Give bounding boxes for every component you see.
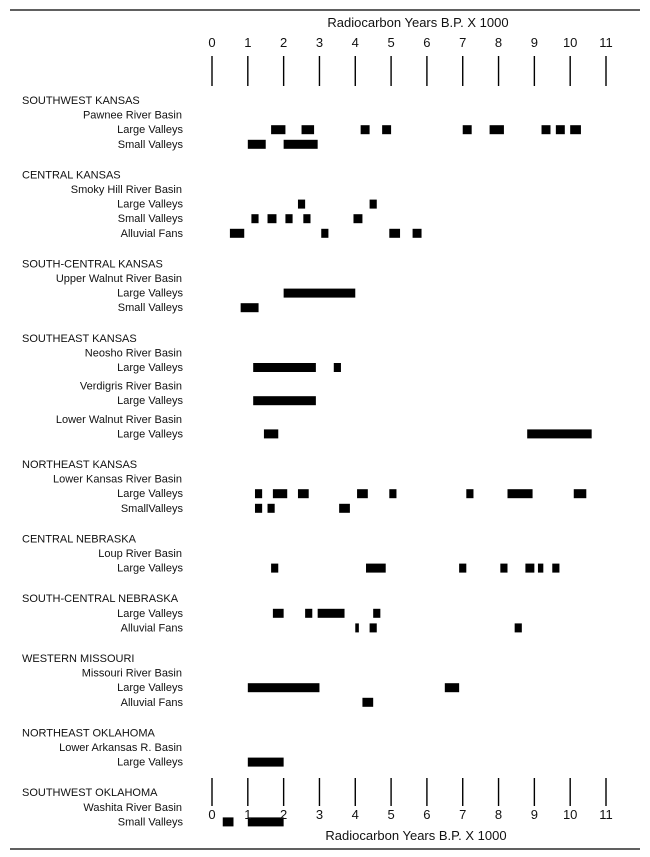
date-bar: [445, 683, 459, 692]
basin-label: Verdigris River Basin: [79, 380, 182, 393]
top-tick-label-4: 4: [351, 35, 359, 50]
top-tick-label-11: 11: [599, 35, 613, 50]
date-bar: [255, 504, 262, 513]
date-bar: [570, 125, 581, 134]
region-group: [22, 459, 586, 515]
top-tick-label-1: 1: [244, 35, 252, 50]
region-label: CENTRAL KANSAS: [22, 169, 121, 182]
date-bar: [382, 125, 391, 134]
date-bar: [248, 817, 284, 826]
date-bar: [362, 698, 373, 707]
date-bar: [284, 140, 318, 149]
date-bar: [298, 489, 309, 498]
date-bar: [253, 363, 316, 372]
bottom-tick-label-3: 3: [315, 807, 324, 822]
region-label: SOUTHEAST KANSAS: [22, 332, 137, 345]
date-bar: [251, 214, 258, 223]
date-bar: [574, 489, 587, 498]
row-label: Large Valleys: [117, 395, 183, 408]
region-label: SOUTHWEST OKLAHOMA: [22, 787, 158, 800]
row-label: Large Valleys: [117, 607, 183, 620]
top-tick-label-6: 6: [423, 35, 431, 50]
date-bar: [538, 564, 543, 573]
date-bar: [389, 229, 400, 238]
date-bar: [366, 564, 386, 573]
date-bar: [273, 489, 287, 498]
date-bar: [284, 289, 356, 298]
date-bar: [285, 214, 292, 223]
top-tick-label-9: 9: [530, 35, 538, 50]
region-group: [22, 533, 559, 574]
row-label: Large Valleys: [117, 287, 183, 300]
row-label: Large Valleys: [117, 124, 183, 137]
row-label: Large Valleys: [117, 362, 183, 374]
date-bar: [334, 363, 341, 372]
basin-label: Upper Walnut River Basin: [55, 273, 182, 285]
basin-label: Lower Kansas River Basin: [52, 473, 182, 486]
row-label: Large Valleys: [117, 198, 183, 211]
top-tick-label-5: 5: [387, 35, 395, 50]
row-label: Large Valleys: [117, 488, 183, 501]
date-bar: [271, 564, 278, 573]
basin-label: Smoky Hill River Basin: [70, 184, 182, 196]
date-bar: [525, 564, 534, 573]
date-bar: [552, 564, 559, 573]
date-bar: [527, 429, 591, 438]
date-bar: [271, 125, 285, 134]
date-bar: [230, 229, 244, 238]
region-group: [22, 95, 581, 151]
bottom-tick-label-5: 5: [387, 807, 395, 822]
row-label: Alluvial Fans: [120, 696, 183, 709]
top-tick-label-10: 10: [562, 35, 578, 50]
date-bar: [353, 214, 362, 223]
date-bar: [556, 125, 565, 134]
top-tick-label-2: 2: [280, 35, 288, 50]
bottom-tick-label-7: 7: [459, 807, 467, 822]
date-bar: [413, 229, 422, 238]
date-bar: [223, 817, 234, 826]
row-label: Small Valleys: [117, 138, 183, 151]
date-bar: [373, 609, 380, 618]
basin-label: Neosho River Basin: [84, 347, 182, 360]
date-bar: [459, 564, 466, 573]
region-group: [22, 593, 522, 634]
date-bar: [268, 214, 277, 223]
bottom-tick-label-1: 1: [244, 807, 252, 822]
date-bar: [273, 609, 284, 618]
bottom-tick-label-8: 8: [494, 807, 503, 822]
date-bar: [490, 125, 504, 134]
date-bar: [321, 229, 328, 238]
date-bar: [302, 125, 315, 134]
row-label: Small Valleys: [117, 816, 183, 829]
bottom-axis-title: Radiocarbon Years B.P. X 1000: [325, 828, 507, 843]
date-bar: [515, 623, 522, 632]
region-group: [22, 727, 284, 768]
date-bar: [361, 125, 370, 134]
date-bar: [303, 214, 310, 223]
date-bar: [355, 623, 359, 632]
region-label: SOUTH-CENTRAL NEBRASKA: [22, 593, 179, 606]
basin-label: Lower Arkansas R. Basin: [59, 742, 182, 754]
basin-label: Loup River Basin: [98, 548, 182, 560]
row-label: Alluvial Fans: [120, 227, 183, 240]
row-label: Large Valleys: [117, 756, 183, 769]
region-group: [22, 653, 459, 709]
row-label: Small Valleys: [117, 302, 183, 315]
date-bar: [389, 489, 396, 498]
date-bar: [318, 609, 345, 618]
row-label: SmallValleys: [120, 502, 183, 515]
date-bar: [268, 504, 275, 513]
row-label: Large Valleys: [117, 682, 183, 695]
date-bar: [370, 623, 377, 632]
region-label: SOUTHWEST KANSAS: [22, 95, 140, 107]
date-bar: [542, 125, 551, 134]
basin-label: Washita River Basin: [83, 801, 182, 814]
date-bar: [357, 489, 368, 498]
bottom-tick-label-0: 0: [208, 807, 216, 822]
bottom-tick-label-6: 6: [423, 807, 431, 822]
date-bar: [339, 504, 350, 513]
date-bar: [466, 489, 473, 498]
top-tick-label-0: 0: [208, 35, 216, 50]
date-bar: [370, 200, 377, 209]
top-axis: [208, 35, 612, 86]
date-bar: [508, 489, 533, 498]
bottom-tick-label-10: 10: [562, 807, 578, 822]
date-bar: [253, 396, 316, 405]
top-tick-label-3: 3: [315, 35, 324, 50]
region-label: NORTHEAST OKLAHOMA: [22, 727, 155, 740]
basin-label: Pawnee River Basin: [82, 109, 182, 122]
row-label: Large Valleys: [117, 562, 183, 575]
row-label: Small Valleys: [117, 213, 183, 226]
date-bar: [255, 489, 262, 498]
region-label: NORTHEAST KANSAS: [22, 459, 138, 471]
region-label: SOUTH-CENTRAL KANSAS: [22, 258, 163, 271]
date-bar: [500, 564, 507, 573]
bottom-tick-label-4: 4: [351, 807, 359, 822]
region-label: CENTRAL NEBRASKA: [22, 533, 136, 546]
top-tick-label-8: 8: [494, 35, 503, 50]
date-bar: [264, 429, 278, 438]
region-label: WESTERN MISSOURI: [22, 653, 135, 665]
basin-label: Missouri River Basin: [81, 667, 182, 680]
bottom-tick-label-11: 11: [599, 807, 613, 822]
bottom-tick-label-2: 2: [280, 807, 288, 822]
top-tick-label-7: 7: [459, 35, 467, 50]
bottom-tick-label-9: 9: [530, 807, 538, 822]
region-group: [22, 333, 592, 441]
date-bar: [305, 609, 312, 618]
date-bar: [248, 683, 320, 692]
date-bar: [248, 758, 284, 767]
basin-label: Lower Walnut River Basin: [55, 413, 182, 426]
row-label: Large Valleys: [117, 428, 183, 441]
region-group: [22, 169, 422, 239]
date-bar: [241, 303, 259, 312]
date-bar: [248, 140, 266, 149]
region-group: [22, 258, 355, 314]
date-bar: [463, 125, 472, 134]
date-bar: [298, 200, 305, 209]
bottom-axis: [208, 778, 612, 822]
top-axis-title: Radiocarbon Years B.P. X 1000: [327, 15, 509, 30]
chart-rows: [22, 95, 592, 828]
row-label: Alluvial Fans: [120, 622, 183, 635]
